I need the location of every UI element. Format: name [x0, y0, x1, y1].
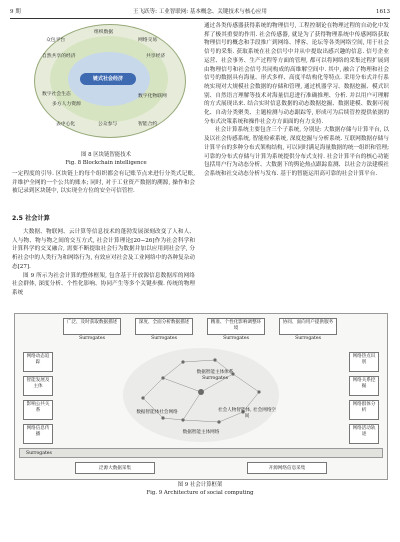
network-graph-icon — [123, 348, 279, 442]
figure-9 — [14, 313, 388, 480]
caption-en: Fig. 9 Architecture of social computing — [146, 490, 254, 496]
caption-zh: 图 8 区块链智能技术 — [81, 152, 131, 158]
top-box-2: 深度、全面分析数据描述 — [135, 318, 193, 335]
left-paragraph-1 — [12, 170, 195, 196]
top-box-1: 广泛、及时获取数据描述 — [63, 318, 121, 335]
caption-en: Fig. 8 Blockchain intelligence — [65, 160, 147, 166]
top-label-4: Surrogates — [295, 336, 321, 341]
top-box-3: 精准、个性化影响调整环境 — [207, 318, 265, 335]
running-header — [10, 6, 390, 19]
page-number-left: 9 期 — [10, 9, 21, 15]
right-column — [204, 22, 389, 312]
surrogates-band: Surrogates — [19, 448, 383, 458]
label-top: 组织数据 — [94, 30, 114, 35]
label-bl: 多方人力资源 — [52, 102, 81, 107]
label-br: 数字化物联网 — [138, 94, 167, 99]
right-box-3: 网络群体分析 — [349, 400, 379, 420]
right-box-1: 网络热点识别 — [349, 352, 379, 372]
left-box-4: 网络信息传播 — [23, 424, 53, 444]
label-tr: 网络交易 — [138, 38, 158, 43]
figure-8 — [34, 24, 184, 150]
paragraph: 图 9 所示为社会计算的整体框架, 包含基于开放源信息数据库的网络社会群体, 深度分析、个性化影响、协同产生等多个关键步骤. 传统的物理系统 — [12, 272, 195, 296]
top-box-4: 协同、面向用户提供服务 — [279, 318, 337, 335]
paragraph: 大数据、物联网、云计算等信息技术的蓬勃发展深刻改变了人和人、人与物、物与物之间的交互方式, 社会计算理论[20−26]作为社会科学和计算科学的交叉融合, 需要不断提取社会行为数据并加以应用到社会学, 分析社会中的人类行为和网络行为, 有效应对社会及工业网络中的各种复杂动态[27]. — [12, 229, 195, 270]
paragraph: 通过各类传感器获得系统的物理信号, 工程控制论在物理过程的自动化中发挥了极其重要的作用. 社会传感器, 就是为了获得物理系统中传感网络获取物理信号的概念和手段推广到网络、博客、论坛等各类网络空间, 用于社会信号的采集. 获取系统在社会信号中并从中提取出感兴趣的信息. 信号企业运营、社会事务、生产过程等方面的管理, 都可以将网络的采集过程扩展到由物理信号和社会信号共同构成的高维解空间中. 其中, 融合了物理和社会信号的数据具有海量、形式多样、高度半结构化等特点. 采用分布式并行系统实现对大规模社会数据的存储和管理, 通过机器学习、数据挖掘、模式识别、自然语言理解等技术对海量信息进行准确推理、分析. 并以用户可理解的方式展现出来. 结合实时信息数据的动态数据挖掘、数据建模、数据可视化、自动分类聚类、主题检测与动态跟踪等, 形成可为后续管控提供依据的分布式决策系统和操作社会方方面面的有力支持. — [204, 23, 389, 125]
top-label-2: Surrogates — [151, 336, 177, 341]
paragraph: 一定程度的引导. 区块链上的每个组织都会有记账节点来进行分类式记账, 并维护全网的一个公共的账本; 同时, 对于工业资产数据的溯源, 操作和会被记录到区块链中, 以实现全方位的安全可信管控. — [12, 171, 195, 195]
right-box-2: 网络关系挖掘 — [349, 376, 379, 396]
header-title: 王飞跃等: 工业智联网: 基本概念、关键技术与核心应用 — [133, 9, 267, 15]
center-left-label: 数据智能体社会网络 — [136, 410, 178, 415]
label-tl: 众包平台 — [46, 38, 66, 43]
right-box-4: 网络活动轨迹 — [349, 424, 379, 444]
figure-9-caption — [14, 481, 386, 497]
center-sub-label: Surrogates — [202, 376, 228, 381]
center-main-label: 数据智能主体体系 — [196, 370, 234, 375]
center-right-label: 社会人物智能体, 社会网络空间 — [217, 408, 277, 419]
caption-zh: 图 9 社会计算框架 — [177, 482, 223, 488]
label-bm: 公众参与 — [98, 122, 118, 127]
bottom-right-box: 开源网络信息采集 — [247, 462, 327, 474]
figure-8-caption — [12, 151, 200, 167]
label-br2: 智能合约 — [138, 122, 158, 127]
top-label-1: Surrogates — [79, 336, 105, 341]
label-bl2: 去中心化 — [56, 122, 76, 127]
label-ml2: 数字社会生态 — [42, 92, 71, 97]
paragraph: 社会计算系统主要包含三个子系统, 分别是: 大数据存储与计算平台, 以及以社会传感系统, 智能检索系统, 深度挖掘与分析系统. 互联网数据存储与计算平台的多种分布式架构结构, 可以同时满足海量数据的统一组织和管理; 可靠的分布式存储与计算为系统提供分布式支持. 社会计算平台的核心功能包括用户行为动态分析、大数据下的舆论热点跟踪监测、以社会方法建模社会系统和社交动态分析与发布. 基于的智能运用高可靠的社会计算平台. — [204, 127, 389, 177]
top-label-3: Surrogates — [223, 336, 249, 341]
left-box-3: 影响公共关系 — [23, 400, 53, 420]
page-number-right: 1613 — [376, 9, 390, 15]
center-label: 链式社会经济 — [80, 73, 136, 85]
center-bottom-label: 数据智能主体网络 — [182, 430, 220, 435]
left-box-1: 网络动态追踪 — [23, 352, 53, 372]
label-mr: 共享经济 — [146, 54, 166, 59]
label-ml: 自然共享的经济 — [42, 54, 76, 59]
section-heading: 2.5 社会计算 — [12, 215, 50, 222]
left-paragraphs — [12, 228, 195, 298]
left-box-2: 智能发展及主体 — [23, 376, 53, 396]
bottom-left-box: 泛源大数据采集 — [75, 462, 155, 474]
